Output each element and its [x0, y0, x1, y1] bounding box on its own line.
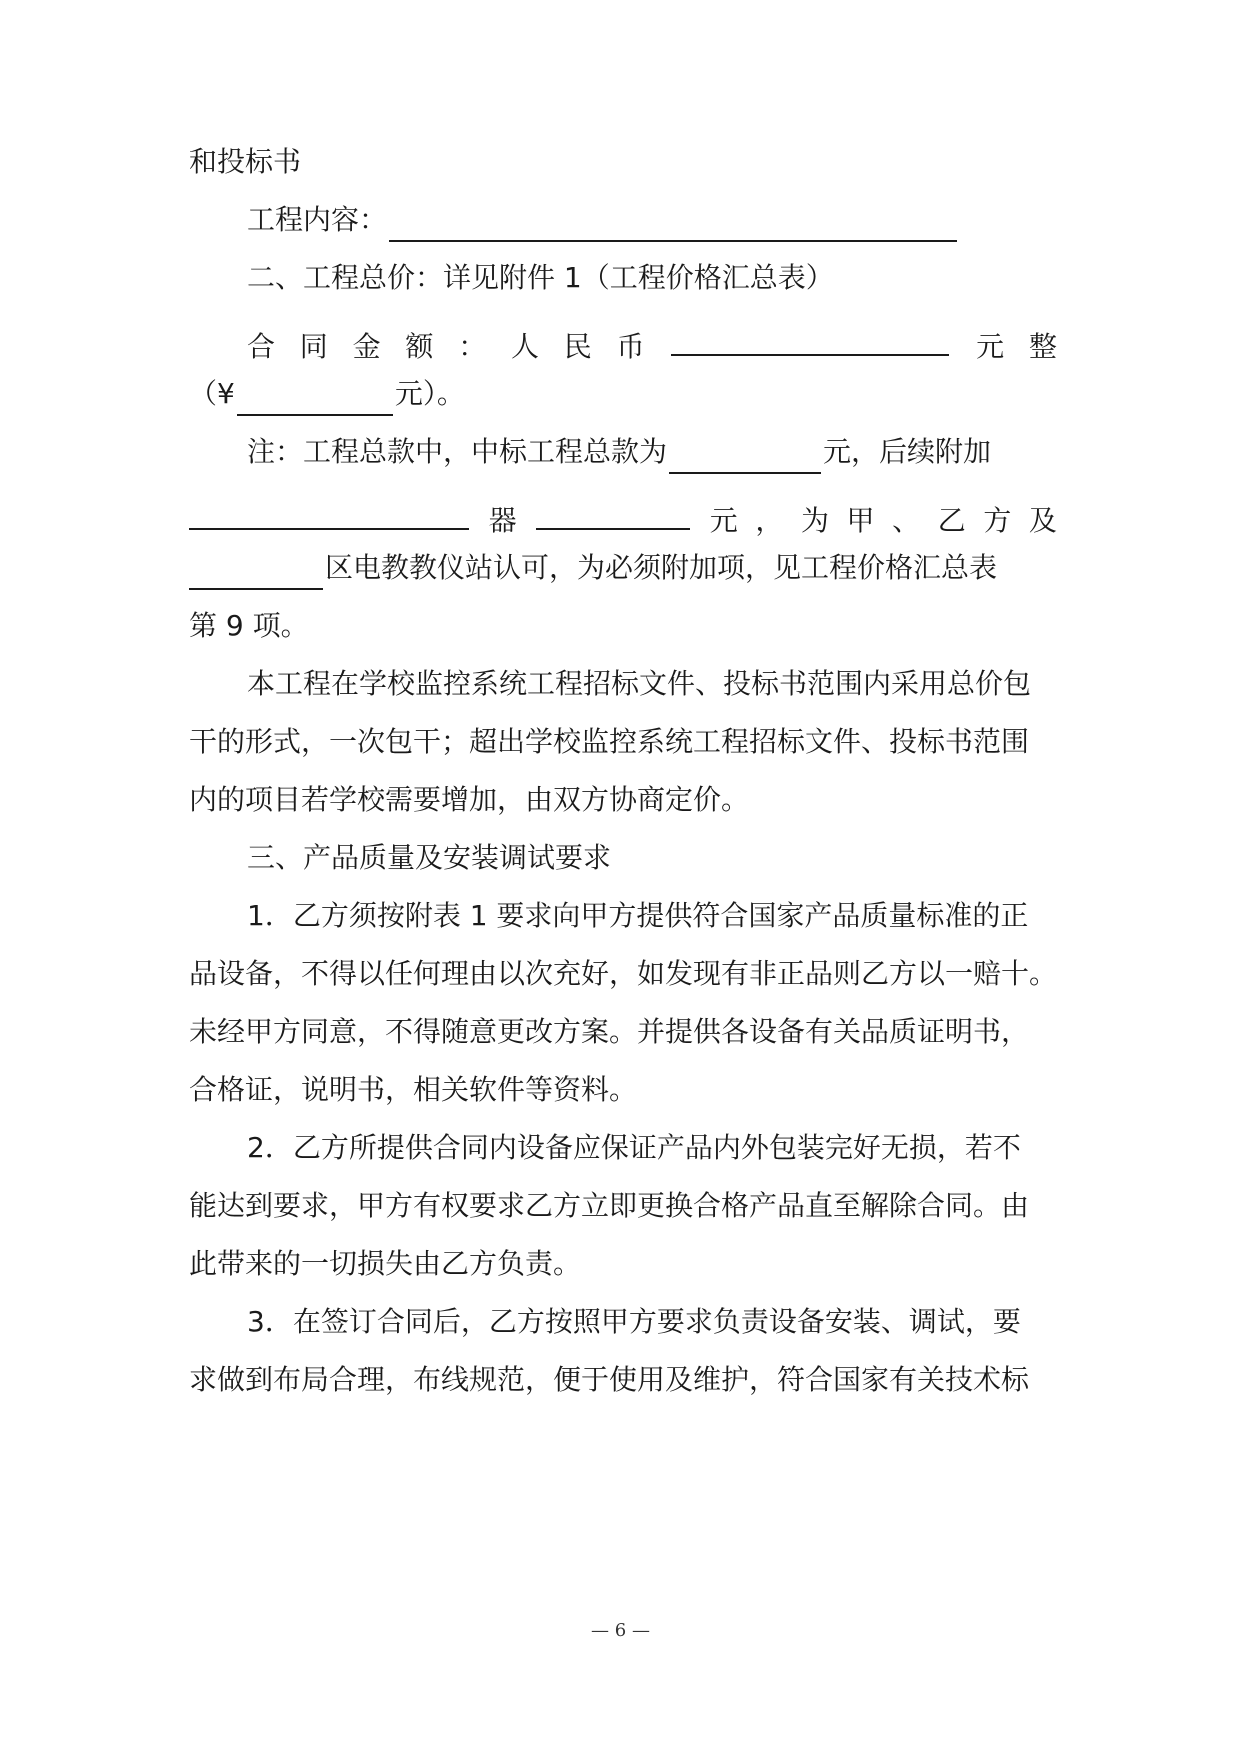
char: 乙 — [937, 504, 966, 537]
paragraph-line: 本工程在学校监控系统工程招标文件、投标书范围内采用总价包 — [247, 667, 1032, 700]
project-content-line — [189, 198, 1057, 242]
project-content-label: 工程内容： — [247, 203, 388, 236]
text-fragment: 注：工程总款中，中标工程总款为 — [247, 435, 668, 468]
text-fragment: （¥ — [189, 377, 235, 410]
note-line — [189, 430, 1057, 474]
char: 同 — [299, 330, 328, 363]
paragraph-line: 1．乙方须按附表 1 要求向甲方提供符合国家产品质量标准的正 — [247, 899, 1029, 932]
text-line: 第 9 项。 — [189, 609, 309, 642]
paragraph-line: 品设备，不得以任何理由以次充好，如发现有非正品则乙方以一赔十。 — [189, 957, 1058, 990]
equipment-amount-blank[interactable] — [536, 488, 690, 530]
paragraph-line: 干的形式，一次包干；超出学校监控系统工程招标文件、投标书范围 — [189, 725, 1030, 758]
char: 合 — [247, 330, 276, 363]
paragraph-line: 内的项目若学校需要增加，由双方协商定价。 — [189, 783, 750, 816]
paragraph-line: 3．在签订合同后，乙方按照甲方要求负责设备安装、调试，要 — [247, 1305, 1021, 1338]
project-content-blank[interactable] — [389, 200, 957, 242]
char: 甲 — [846, 504, 875, 537]
paragraph-line: 合格证，说明书，相关软件等资料。 — [189, 1073, 638, 1106]
char: 元 — [976, 330, 1005, 363]
char: ， — [755, 504, 784, 537]
district-blank[interactable] — [189, 548, 323, 590]
text-fragment: 元，后续附加 — [823, 435, 992, 468]
text-line: 和投标书 — [189, 145, 302, 178]
paragraph-line: 能达到要求，甲方有权要求乙方立即更换合格产品直至解除合同。由 — [189, 1189, 1030, 1222]
char: 器 — [488, 504, 517, 537]
contract-amount-line — [189, 314, 1057, 363]
char: 为 — [800, 504, 829, 537]
document-page — [189, 0, 1057, 1754]
rmb-amount-blank[interactable] — [671, 314, 949, 356]
char: 币 — [616, 330, 645, 363]
char: ： — [458, 330, 487, 363]
char: 、 — [892, 504, 921, 537]
char: 及 — [1028, 504, 1057, 537]
paragraph-line: 未经甲方同意，不得随意更改方案。并提供各设备有关品质证明书， — [189, 1015, 1030, 1048]
char: 额 — [405, 330, 434, 363]
equipment-blank[interactable] — [189, 488, 469, 530]
section-heading: 三、产品质量及安装调试要求 — [247, 841, 612, 874]
bid-total-blank[interactable] — [669, 432, 821, 474]
yen-amount-line — [189, 372, 1057, 416]
char: 人 — [510, 330, 539, 363]
note-line-3 — [189, 546, 1057, 590]
paragraph-line: 2．乙方所提供合同内设备应保证产品内外包装完好无损，若不 — [247, 1131, 1021, 1164]
yen-amount-blank[interactable] — [237, 374, 393, 416]
page-number: — 6 — — [591, 1620, 650, 1641]
char: 元 — [709, 504, 738, 537]
char: 民 — [563, 330, 592, 363]
char: 整 — [1028, 330, 1057, 363]
section-heading: 二、工程总价：详见附件 1（工程价格汇总表） — [247, 261, 834, 294]
paragraph-line: 此带来的一切损失由乙方负责。 — [189, 1247, 582, 1280]
text-fragment: 元）。 — [394, 377, 465, 410]
paragraph-line: 求做到布局合理，布线规范，便于使用及维护，符合国家有关技术标 — [189, 1363, 1030, 1396]
note-line-2 — [189, 488, 1057, 537]
text-fragment: 区电教教仪站认可，为必须附加项，见工程价格汇总表 — [325, 551, 998, 584]
char: 金 — [352, 330, 381, 363]
char: 方 — [983, 504, 1012, 537]
